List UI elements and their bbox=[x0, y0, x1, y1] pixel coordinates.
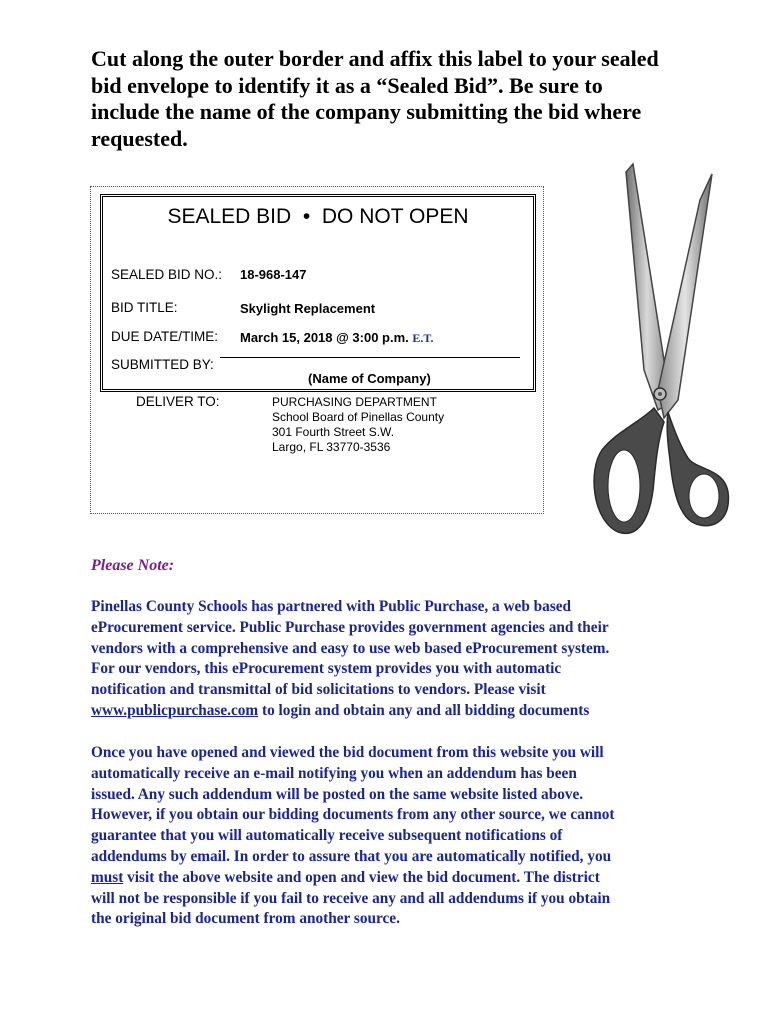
instruction-line: bid envelope to identify it as a “Sealed Bid”. Be sure to bbox=[91, 72, 603, 98]
address-line: 301 Fourth Street S.W. bbox=[272, 425, 395, 439]
due-date-text: March 15, 2018 @ 3:00 p.m. bbox=[240, 330, 409, 345]
paragraph-line: the original bid document from another source. bbox=[91, 910, 400, 928]
due-date-value bbox=[240, 330, 434, 346]
address-line: School Board of Pinellas County bbox=[272, 410, 445, 424]
scissors-icon bbox=[588, 160, 738, 540]
note-paragraph-1 bbox=[91, 597, 711, 722]
paragraph-line: However, if you obtain our bidding documents from any other source, we cannot bbox=[91, 806, 615, 824]
paragraph-line: Pinellas County Schools has partnered with Public Purchase, a web based bbox=[91, 598, 572, 615]
must-emphasis: must bbox=[91, 868, 124, 886]
label-title-left: SEALED BID bbox=[167, 205, 292, 228]
label-title bbox=[103, 205, 533, 229]
note-paragraph-2 bbox=[91, 743, 711, 930]
label-title-right: DO NOT OPEN bbox=[321, 205, 469, 228]
paragraph-line: eProcurement service. Public Purchase provides government agencies and their bbox=[91, 618, 609, 636]
address-line: Largo, FL 33770-3536 bbox=[272, 440, 391, 454]
delivery-address bbox=[272, 395, 444, 455]
deliver-to-label: DELIVER TO: bbox=[136, 394, 220, 409]
company-caption: (Name of Company) bbox=[308, 371, 431, 386]
instruction-line: Cut along the outer border and affix this label to your sealed bbox=[91, 46, 659, 71]
due-date-label: DUE DATE/TIME: bbox=[111, 329, 219, 344]
bid-title-value: Skylight Replacement bbox=[240, 301, 376, 316]
instruction-line: include the name of the company submitting the bid where bbox=[91, 99, 642, 124]
paragraph-line: For our vendors, this eProcurement system provides you with automatic bbox=[91, 660, 562, 678]
submitted-by-label: SUBMITTED BY: bbox=[111, 357, 214, 372]
paragraph-line: notification and transmittal of bid solicitations to vendors. Please visit bbox=[91, 681, 546, 699]
bullet-icon: • bbox=[302, 205, 311, 228]
company-name-line[interactable] bbox=[220, 357, 520, 358]
paragraph-line: automatically receive an e-mail notifying you when an addendum has been bbox=[91, 764, 577, 782]
paragraph-line: will not be responsible if you fail to receive any and all addendums if you obtain bbox=[91, 889, 611, 907]
bid-no-value: 18-968-147 bbox=[240, 267, 307, 282]
paragraph-line: issued. Any such addendum will be posted on the same website listed above. bbox=[91, 785, 584, 803]
paragraph-line: Once you have opened and viewed the bid document from this website you will bbox=[91, 744, 604, 761]
paragraph-line bbox=[91, 868, 711, 889]
paragraph-line: addendums by email. In order to assure that you are automatically notified, you bbox=[91, 847, 612, 865]
bid-title-label: BID TITLE: bbox=[111, 300, 178, 315]
must-trailing-text: visit the above website and open and view the bid document. The district bbox=[123, 868, 600, 886]
public-purchase-link[interactable]: www.publicpurchase.com bbox=[91, 701, 259, 719]
paragraph-line: guarantee that you will automatically receive subsequent notifications of bbox=[91, 827, 563, 845]
bid-no-label: SEALED BID NO.: bbox=[111, 267, 223, 282]
address-line: PURCHASING DEPARTMENT bbox=[272, 395, 437, 409]
sealed-bid-label bbox=[100, 194, 536, 392]
link-trailing-text: to login and obtain any and all bidding documents bbox=[258, 701, 590, 719]
note-heading: Please Note: bbox=[91, 557, 175, 574]
paragraph-line: vendors with a comprehensive and easy to use web based eProcurement system. bbox=[91, 639, 610, 657]
paragraph-line bbox=[91, 701, 711, 722]
instruction-line: requested. bbox=[91, 125, 188, 151]
cut-instructions bbox=[91, 46, 711, 152]
due-timezone: E.T. bbox=[412, 331, 434, 345]
